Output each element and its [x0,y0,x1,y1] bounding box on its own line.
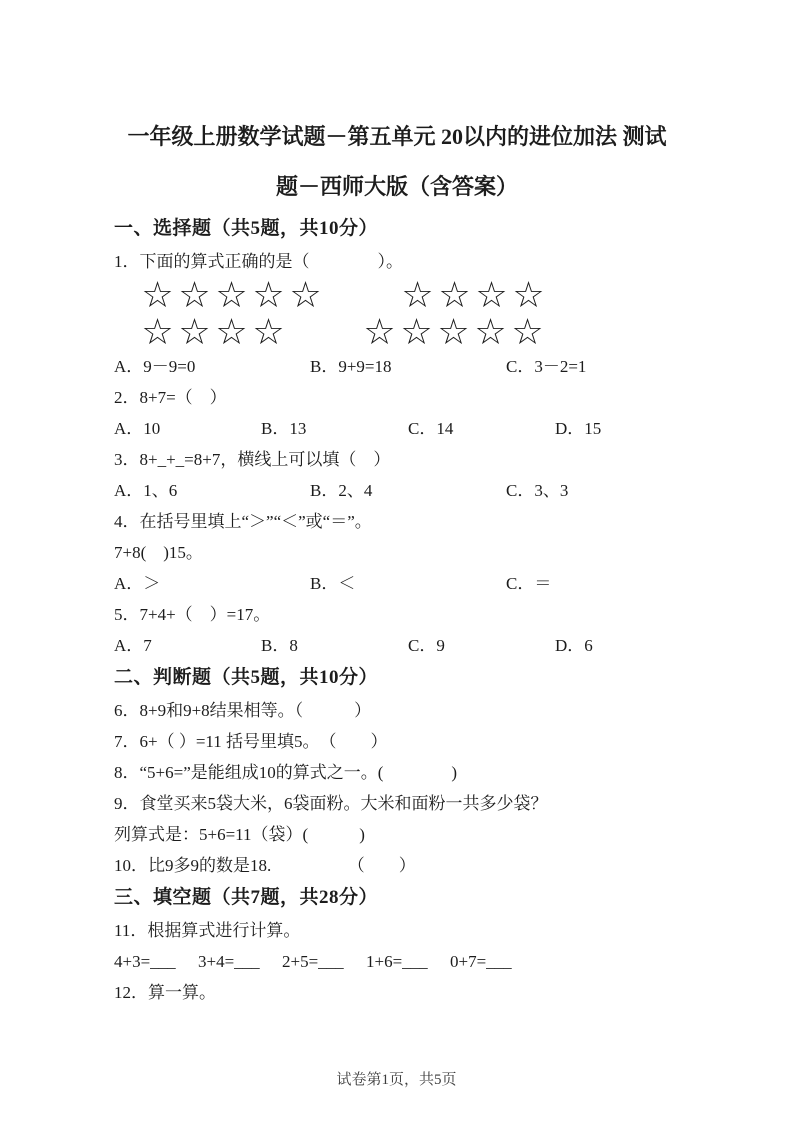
section3-heading: 三、填空题（共7题，共28分） [114,887,379,908]
question-10-text: 10．比9多9的数是18. （ ） [114,856,416,875]
section1-heading: 一、选择题（共5题，共10分） [114,218,379,239]
q11-equation-5: 0+7=___ [450,952,512,971]
question-1-text: 1．下面的算式正确的是（ ）。 [114,252,403,271]
q1-option-a: A．9－9=0 [114,357,196,376]
star-icon: ☆ [215,275,248,316]
question-2-options [114,413,680,444]
q11-equation-2: 3+4=___ [198,952,260,971]
section2-heading: 二、判断题（共5题，共10分） [114,667,379,688]
document-title [114,112,680,212]
question-1-options [114,351,680,382]
q4-option-c: C．＝ [506,574,552,593]
star-icon: ☆ [475,275,508,316]
star-row-left-1 [139,277,325,314]
q11-equation-4: 1+6=___ [366,952,428,971]
q4-option-a: A．＞ [114,574,161,593]
q3-option-a: A．1、6 [114,481,178,500]
question-8-text: 8．“5+6=”是能组成10的算式之一。( ) [114,763,458,782]
q3-option-c: C．3、3 [506,481,569,500]
star-illustration [139,277,547,351]
star-icon: ☆ [141,312,174,353]
question-3-options [114,475,680,506]
question-7-text: 7．6+（ ）=11 括号里填5。 （ ） [114,732,388,751]
q5-option-c: C．9 [408,636,445,655]
question-11-equations [114,946,680,977]
star-row-right-2 [361,314,547,351]
question-4-text: 4．在括号里填上“＞”“＜”或“＝”。 [114,512,372,531]
question-11-text: 11．根据算式进行计算。 [114,921,301,940]
question-3-text: 3．8+_+_=8+7，横线上可以填（ ） [114,450,391,469]
q1-option-b: B．9+9=18 [310,357,392,376]
star-row-left-2 [139,314,325,351]
q5-option-d: D．6 [555,636,593,655]
q4-option-b: B．＜ [310,574,356,593]
star-icon: ☆ [289,275,322,316]
q5-option-b: B．8 [261,636,298,655]
document-title-line2: 题－西师大版（含答案） [275,174,518,199]
q2-option-d: D．15 [555,419,602,438]
q2-option-a: A．10 [114,419,161,438]
star-icon: ☆ [178,312,211,353]
test-paper-page [114,112,680,1008]
star-icon: ☆ [401,275,434,316]
document-title-line1: 一年级上册数学试题－第五单元 20以内的进位加法 测试 [127,124,667,149]
page-footer: 试卷第1页，共5页 [336,1072,457,1088]
star-icon: ☆ [400,312,433,353]
question-4-expression: 7+8( )15。 [114,543,203,562]
question-4-options [114,568,680,599]
star-icon: ☆ [252,312,285,353]
q11-equation-3: 2+5=___ [282,952,344,971]
question-5-text: 5．7+4+（ ）=17。 [114,605,271,624]
star-icon: ☆ [363,312,396,353]
star-icon: ☆ [252,275,285,316]
star-icon: ☆ [437,312,470,353]
star-icon: ☆ [141,275,174,316]
question-9-equation: 列算式是：5+6=11（袋）( ) [114,825,365,844]
star-row-right-1 [361,277,547,314]
q11-equation-1: 4+3=___ [114,952,176,971]
star-icon: ☆ [512,275,545,316]
q2-option-c: C．14 [408,419,454,438]
star-icon: ☆ [178,275,211,316]
question-2-text: 2．8+7=（ ） [114,388,227,407]
star-icon: ☆ [438,275,471,316]
star-icon: ☆ [215,312,248,353]
question-12-text: 12．算一算。 [114,983,216,1002]
question-5-options [114,630,680,661]
question-6-text: 6．8+9和9+8结果相等。（ ） [114,701,372,720]
star-icon: ☆ [511,312,544,353]
q5-option-a: A．7 [114,636,152,655]
q2-option-b: B．13 [261,419,307,438]
question-9-text: 9．食堂买来5袋大米，6袋面粉。大米和面粉一共多少袋？ [114,794,548,813]
star-group-right [361,277,547,351]
q1-option-c: C．3－2=1 [506,357,587,376]
star-icon: ☆ [474,312,507,353]
star-group-left [139,277,325,351]
q3-option-b: B．2、4 [310,481,373,500]
